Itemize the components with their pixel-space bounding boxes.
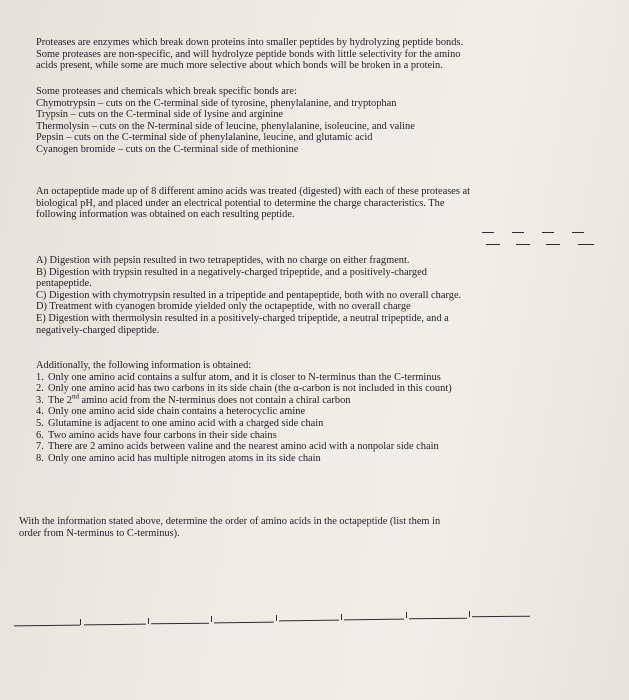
clue-number: 4. [36, 406, 44, 418]
clue-text: There are 2 amino acids between valine and the nearest amino acid with a nonpolar side chain [48, 441, 439, 453]
clue-item [36, 392, 452, 407]
octapeptide-line: following information was obtained on each resulting peptide. [36, 209, 295, 221]
clue-text: Only one amino acid contains a sulfur atom, and it is closer to N-terminus than the C-terminus [48, 371, 441, 383]
result-line: A) Digestion with pepsin resulted in two tetrapeptides, with no charge on either fragment. [36, 255, 410, 266]
clue-superscript: nd [71, 392, 79, 401]
additional-clues [36, 360, 452, 464]
clue-number: 3. [36, 394, 44, 406]
clues-heading: Additionally, the following information is obtained: [36, 360, 252, 371]
enzyme-item: Cyanogen bromide – cuts on the C-terminal side of methionine [36, 143, 299, 155]
result-line: B) Digestion with trypsin resulted in a negatively-charged tripeptide, and a positively-charged [36, 266, 427, 278]
enzyme-item: Trypsin – cuts on the C-terminal side of lysine and arginine [36, 109, 284, 121]
answer-blank-2[interactable] [84, 624, 146, 626]
clue-item [36, 383, 452, 395]
clue-text: Only one amino acid side chain contains a heterocyclic amine [48, 406, 306, 418]
clue-text-part: amino acid from the N-terminus does not contain a chiral carbon [78, 394, 351, 406]
octapeptide-line: biological pH, and placed under an electrical potential to determine the charge characteristics. The [36, 197, 445, 209]
enzyme-item: Thermolysin – cuts on the N-terminal side of leucine, phenylalanine, isoleucine, and valine [36, 120, 415, 132]
enzyme-item: Pepsin – cuts on the C-terminal side of phenylalanine, leucine, and glutamic acid [36, 132, 373, 144]
clue-text [48, 392, 351, 407]
clue-number: 6. [36, 429, 44, 441]
task-line: order from N-terminus to C-terminus). [19, 527, 180, 539]
clue-item [36, 372, 452, 384]
clue-text: Two amino acids have four carbons in their side chains [48, 429, 277, 441]
clue-item [36, 418, 452, 430]
clue-number: 2. [36, 383, 44, 395]
clue-item [36, 406, 452, 418]
task-line: With the information stated above, determine the order of amino acids in the octapeptide (list them in [19, 516, 441, 527]
clue-item [36, 441, 452, 453]
answer-blank-5[interactable] [279, 620, 339, 622]
answer-blank-6[interactable] [344, 619, 404, 621]
clue-item [36, 430, 452, 442]
result-line: C) Digestion with chymotrypsin resulted in a tripeptide and pentapeptide, both with no overall charge. [36, 289, 462, 301]
clue-number: 7. [36, 441, 44, 453]
answer-blank-4[interactable] [214, 622, 274, 624]
enzyme-list [36, 86, 415, 156]
task-prompt [19, 516, 440, 539]
result-line: E) Digestion with thermolysin resulted in a positively-charged tripeptide, a neutral tripeptide, and a [36, 312, 449, 324]
clue-text-part: The 2 [48, 394, 72, 406]
clue-number: 8. [36, 452, 44, 464]
intro-line: acids present, while some are much more selective about which bonds will be broken in a protein. [36, 60, 443, 72]
answer-blank-3[interactable] [151, 623, 209, 625]
clue-text: Only one amino acid has multiple nitrogen atoms in its side chain [48, 452, 321, 464]
answer-blank-1[interactable] [14, 625, 80, 627]
result-line: D) Treatment with cyanogen bromide yielded only the octapeptide, with no overall charge [36, 301, 411, 313]
intro-line: Proteases are enzymes which break down proteins into smaller peptides by hydrolyzing peptide bonds. [36, 37, 464, 48]
result-line: negatively-charged dipeptide. [36, 324, 160, 336]
intro-paragraph [36, 37, 463, 72]
clue-number: 1. [36, 371, 44, 383]
answer-blank-7[interactable] [409, 618, 467, 620]
octapeptide-paragraph [36, 186, 470, 221]
octapeptide-line: An octapeptide made up of 8 different amino acids was treated (digested) with each of these proteases at [36, 186, 471, 197]
enzyme-list-heading: Some proteases and chemicals which break specific bonds are: [36, 86, 297, 97]
digestion-results [36, 255, 461, 336]
intro-line: Some proteases are non-specific, and will hydrolyze peptide bonds with little selectivity for the amino [36, 48, 461, 60]
clue-text: Glutamine is adjacent to one amino acid with a charged side chain [48, 417, 324, 429]
clue-item [36, 453, 452, 465]
clue-number: 5. [36, 417, 44, 429]
result-line: pentapeptide. [36, 278, 92, 290]
clue-text: Only one amino acid has two carbons in its side chain (the α-carbon is not included in this count) [48, 383, 452, 395]
enzyme-item: Chymotrypsin – cuts on the C-terminal side of tyrosine, phenylalanine, and tryptophan [36, 97, 397, 109]
answer-blank-8[interactable] [472, 616, 530, 618]
